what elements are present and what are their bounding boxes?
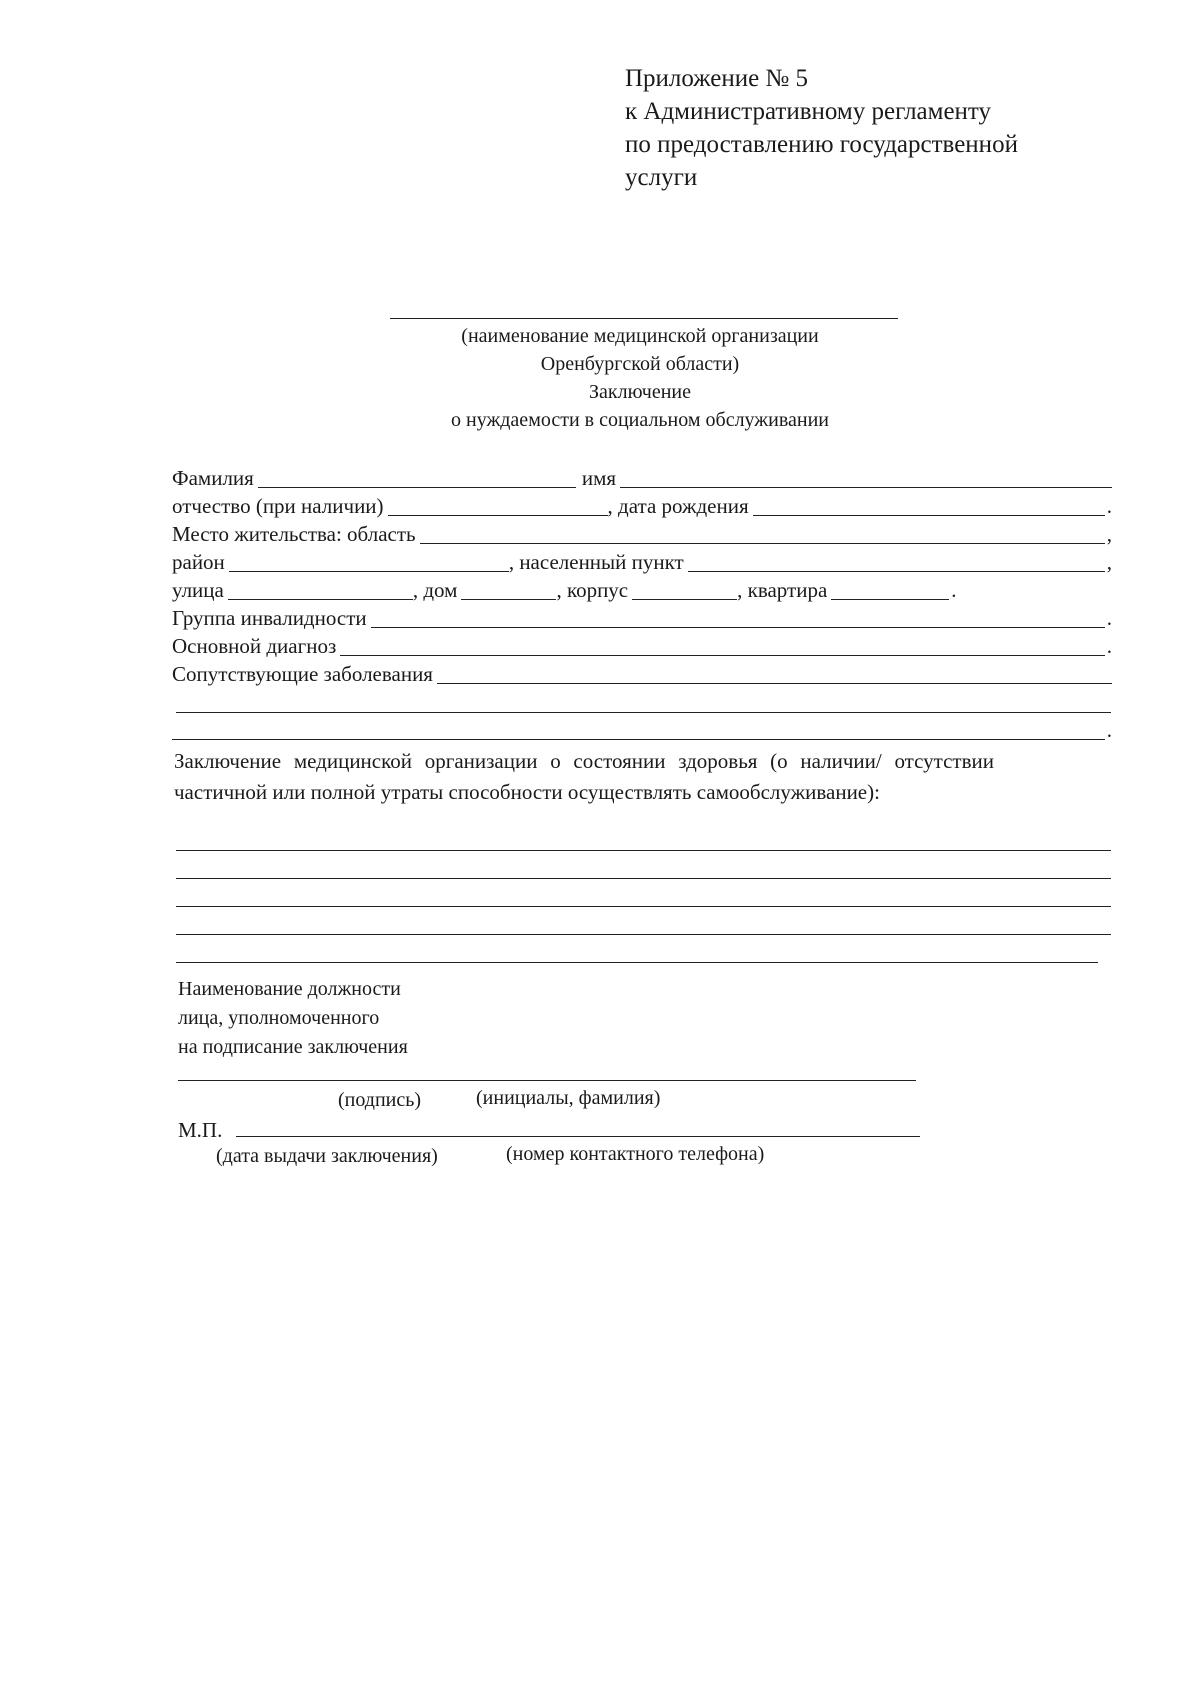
appendix-header: [625, 62, 1018, 194]
region-field[interactable]: [420, 523, 1105, 544]
document-title: Заключение: [589, 381, 691, 403]
apartment-label: , квартира: [737, 578, 828, 602]
conclusion-text: Заключение медицинской организации о состоянии здоровья (о наличии/ отсутствии частичной или полной утраты способности осуществлять самообслуживание):: [174, 749, 994, 804]
row-comorbidities-3: .: [172, 714, 1112, 742]
settlement-label: , населенный пункт: [508, 550, 684, 574]
row-district: район , населенный пункт ,: [172, 550, 1112, 574]
position-line-1: Наименование должности: [178, 978, 401, 1000]
conclusion-line-1[interactable]: [176, 850, 1111, 851]
street-label: улица: [172, 578, 224, 602]
disability-field[interactable]: [371, 607, 1105, 628]
birth-date-field[interactable]: [753, 495, 1105, 516]
row-region: Место жительства: область ,: [172, 522, 1112, 546]
row-comorbidities: [172, 658, 1112, 686]
appendix-number: Приложение № 5: [625, 65, 809, 92]
region-label: Место жительства: область: [172, 522, 416, 546]
disability-label: Группа инвалидности: [172, 606, 367, 630]
patronymic-label: отчество (при наличии): [172, 494, 384, 518]
comorbidities-line-2[interactable]: [176, 712, 1111, 713]
issue-date-caption: (дата выдачи заключения): [216, 1145, 438, 1167]
document-subtitle: о нуждаемости в социальном обслуживании: [451, 409, 829, 431]
building-label: , корпус: [556, 578, 629, 602]
surname-field[interactable]: [258, 467, 576, 488]
stamp-label: М.П.: [178, 1118, 223, 1142]
org-caption-1: (наименование медицинской организации: [461, 325, 819, 347]
position-line-2: лица, уполномоченного: [178, 1007, 380, 1029]
patronymic-field[interactable]: [388, 495, 608, 516]
birth-date-label: , дата рождения: [607, 494, 749, 518]
row-disability: Группа инвалидности .: [172, 606, 1112, 630]
district-field[interactable]: [229, 551, 509, 572]
org-caption-2: Оренбургской области): [540, 353, 740, 375]
building-field[interactable]: [632, 579, 737, 600]
street-field[interactable]: [228, 579, 413, 600]
name-label: имя: [581, 466, 617, 490]
signatory-position: [178, 975, 408, 1062]
appendix-service: по предоставлению государственной: [625, 131, 1018, 158]
phone-caption: (номер контактного телефона): [506, 1143, 765, 1165]
row-address: улица , дом , корпус , квартира .: [172, 578, 957, 602]
org-name-blank[interactable]: [390, 318, 898, 319]
comorbidities-line-3[interactable]: [172, 719, 1105, 740]
house-field[interactable]: [461, 579, 556, 600]
apartment-field[interactable]: [831, 579, 949, 600]
conclusion-line-4[interactable]: [176, 934, 1111, 935]
district-label: район: [172, 550, 225, 574]
surname-label: Фамилия: [172, 466, 254, 490]
conclusion-line-3[interactable]: [176, 906, 1111, 907]
position-line-3: на подписание заключения: [178, 1036, 408, 1058]
row-diagnosis: Основной диагноз .: [172, 634, 1112, 658]
initials-caption: (инициалы, фамилия): [476, 1087, 661, 1109]
conclusion-line-2[interactable]: [176, 878, 1111, 879]
house-label: , дом: [412, 578, 458, 602]
issue-date-phone-line[interactable]: [236, 1136, 920, 1137]
name-field[interactable]: [620, 467, 1112, 488]
appendix-reglament: к Административному регламенту: [625, 98, 992, 125]
settlement-field[interactable]: [688, 551, 1105, 572]
diagnosis-label: Основной диагноз: [172, 634, 337, 658]
conclusion-line-5[interactable]: [176, 962, 1098, 963]
comorbidities-field[interactable]: [437, 663, 1112, 684]
signature-line[interactable]: [178, 1080, 916, 1081]
row-patronymic: отчество (при наличии) , дата рождения .: [172, 494, 1112, 518]
row-name: [172, 462, 1112, 490]
signature-caption: (подпись): [338, 1089, 422, 1111]
comorbidities-label: Сопутствующие заболевания: [172, 662, 433, 686]
document-title-block: [330, 322, 950, 434]
appendix-service-end: услуги: [625, 164, 698, 191]
diagnosis-field[interactable]: [340, 635, 1104, 656]
